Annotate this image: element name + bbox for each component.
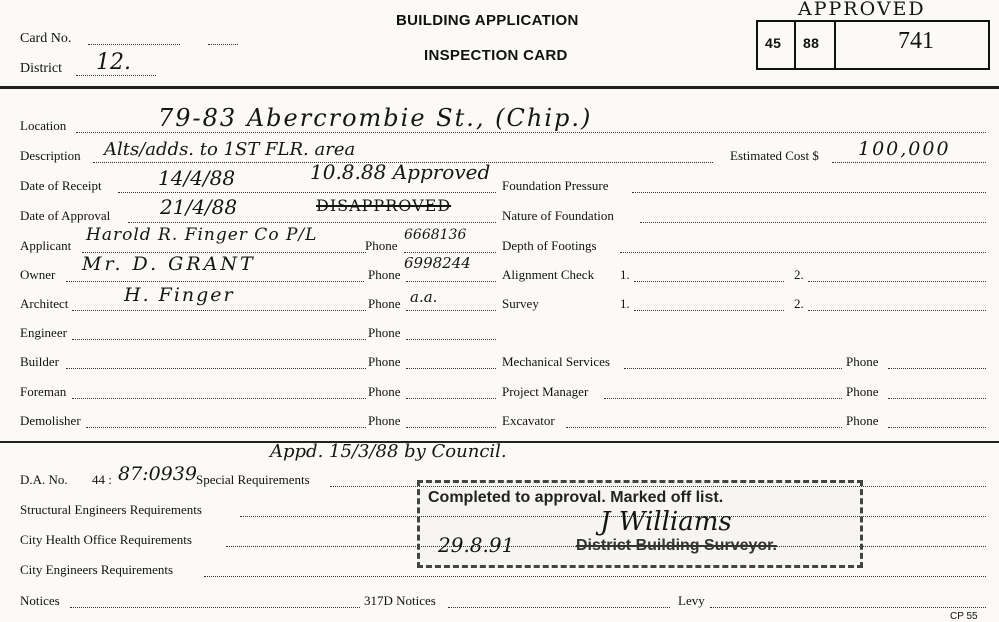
foreman-line [72,398,366,399]
description-label: Description [20,148,81,163]
top-rule [0,86,999,89]
appd-note: Appd. 15/3/88 by Council. [270,441,507,462]
description-value: Alts/adds. to 1ST FLR. area [104,139,356,160]
completion-stamp [417,480,863,568]
box-divider-2 [834,22,836,68]
form-code: CP 55 [950,611,978,622]
applicant-phone-line [404,252,496,253]
notices-label: Notices [20,593,60,608]
engineer-phone-line [406,339,496,340]
alignment-label: Alignment Check [502,267,595,282]
demolisher-line [86,427,366,428]
alignment-1-line [634,281,784,282]
date-approval-note: DISAPPROVED [316,196,452,215]
builder-label: Builder [20,354,59,369]
project-manager-label: Project Manager [502,384,589,399]
architect-label: Architect [20,296,69,311]
architect-phone-line [406,310,496,311]
levy-label: Levy [678,593,705,608]
date-receipt-value: 14/4/88 [158,166,236,190]
stamp-line-1: Completed to approval. Marked off list. [428,489,724,506]
mechanical-label: Mechanical Services [502,354,610,369]
district-line [76,75,156,76]
date-approval-value: 21/4/88 [160,195,238,219]
box-divider-1 [794,22,796,68]
excavator-line [566,427,842,428]
survey-2: 2. [794,296,804,311]
foundation-pressure-line [632,192,986,193]
engineer-line [72,339,366,340]
special-req-label: Special Requirements [196,472,310,487]
notices-317d-line [448,607,670,608]
card-no-line [88,44,180,45]
foundation-pressure-label: Foundation Pressure [502,178,609,193]
foreman-label: Foreman [20,384,67,399]
owner-line [66,281,364,282]
architect-line [72,310,366,311]
demolisher-phone-label: Phone [368,413,401,428]
city-eng-line [204,576,986,577]
date-approval-label: Date of Approval [20,208,111,223]
mechanical-phone-line [888,368,986,369]
depth-footings-label: Depth of Footings [502,238,597,253]
engineer-label: Engineer [20,325,67,340]
health-label: City Health Office Requirements [20,532,192,547]
estimated-cost-value: 100,000 [858,138,951,160]
survey-2-line [808,310,986,311]
depth-footings-line [620,252,986,253]
demolisher-label: Demolisher [20,413,81,428]
card-no-label: Card No. [20,31,72,46]
date-receipt-line [118,192,496,193]
alignment-2-line [808,281,986,282]
owner-label: Owner [20,267,56,282]
location-value: 79-83 Abercrombie St., (Chip.) [158,104,593,132]
builder-phone-line [406,368,496,369]
survey-1-line [634,310,784,311]
levy-line [710,607,986,608]
alignment-2: 2. [794,267,804,282]
date-receipt-note: 10.8.88 Approved [310,160,491,184]
foreman-phone-label: Phone [368,384,401,399]
engineer-phone-label: Phone [368,325,401,340]
da-no-label: D.A. No. [20,472,68,487]
structural-label: Structural Engineers Requirements [20,502,202,517]
owner-phone-line [406,281,496,282]
applicant-phone-value: 6668136 [404,227,467,243]
date-receipt-label: Date of Receipt [20,178,102,193]
survey-label: Survey [502,296,539,311]
owner-phone-label: Phone [368,267,401,282]
alignment-1: 1. [620,267,630,282]
project-manager-line [604,398,842,399]
location-label: Location [20,118,67,133]
stamp-line-2: District Building Surveyor. [576,537,777,554]
applicant-label: Applicant [20,238,72,253]
applicant-phone-label: Phone [365,238,398,253]
survey-1: 1. [620,296,630,311]
architect-value: H. Finger [124,284,235,306]
excavator-phone-line [888,427,986,428]
owner-phone-value: 6998244 [404,254,471,272]
nature-foundation-label: Nature of Foundation [502,208,614,223]
architect-phone-value: a.a. [410,288,438,306]
estimated-cost-line [832,162,986,163]
owner-value: Mr. D. GRANT [82,253,256,275]
box-cell-1: 45 [765,35,782,51]
da-prefix: 44 : [92,472,112,487]
project-manager-phone-line [888,398,986,399]
stamp-signature: J Williams [600,507,732,537]
card-no-line-2 [208,44,238,45]
foreman-phone-line [406,398,496,399]
city-eng-label: City Engineers Requirements [20,562,174,577]
box-cell-2: 88 [803,35,820,51]
excavator-label: Excavator [502,413,555,428]
reference-box [756,20,990,70]
estimated-cost-label: Estimated Cost $ [730,148,819,163]
mechanical-phone-label: Phone [846,354,879,369]
builder-phone-label: Phone [368,354,401,369]
excavator-phone-label: Phone [846,413,879,428]
district-label: District [20,61,62,76]
notices-317d-label: 317D Notices [364,593,436,608]
date-approval-line [128,222,496,223]
title-line-2: INSPECTION CARD [424,47,568,64]
title-line-1: BUILDING APPLICATION [396,12,579,29]
da-value: 87:0939 [118,463,197,485]
stamp-date: 29.8.91 [438,533,515,557]
demolisher-phone-line [406,427,496,428]
box-cell-3: 741 [898,28,934,54]
district-value: 12. [96,50,131,75]
architect-phone-label: Phone [368,296,401,311]
mechanical-line [624,368,842,369]
notices-line [70,607,360,608]
applicant-value: Harold R. Finger Co P/L [86,225,318,245]
builder-line [66,368,366,369]
nature-foundation-line [640,222,986,223]
approved-handwritten: APPROVED [798,0,926,20]
location-line [76,132,986,133]
project-manager-phone-label: Phone [846,384,879,399]
